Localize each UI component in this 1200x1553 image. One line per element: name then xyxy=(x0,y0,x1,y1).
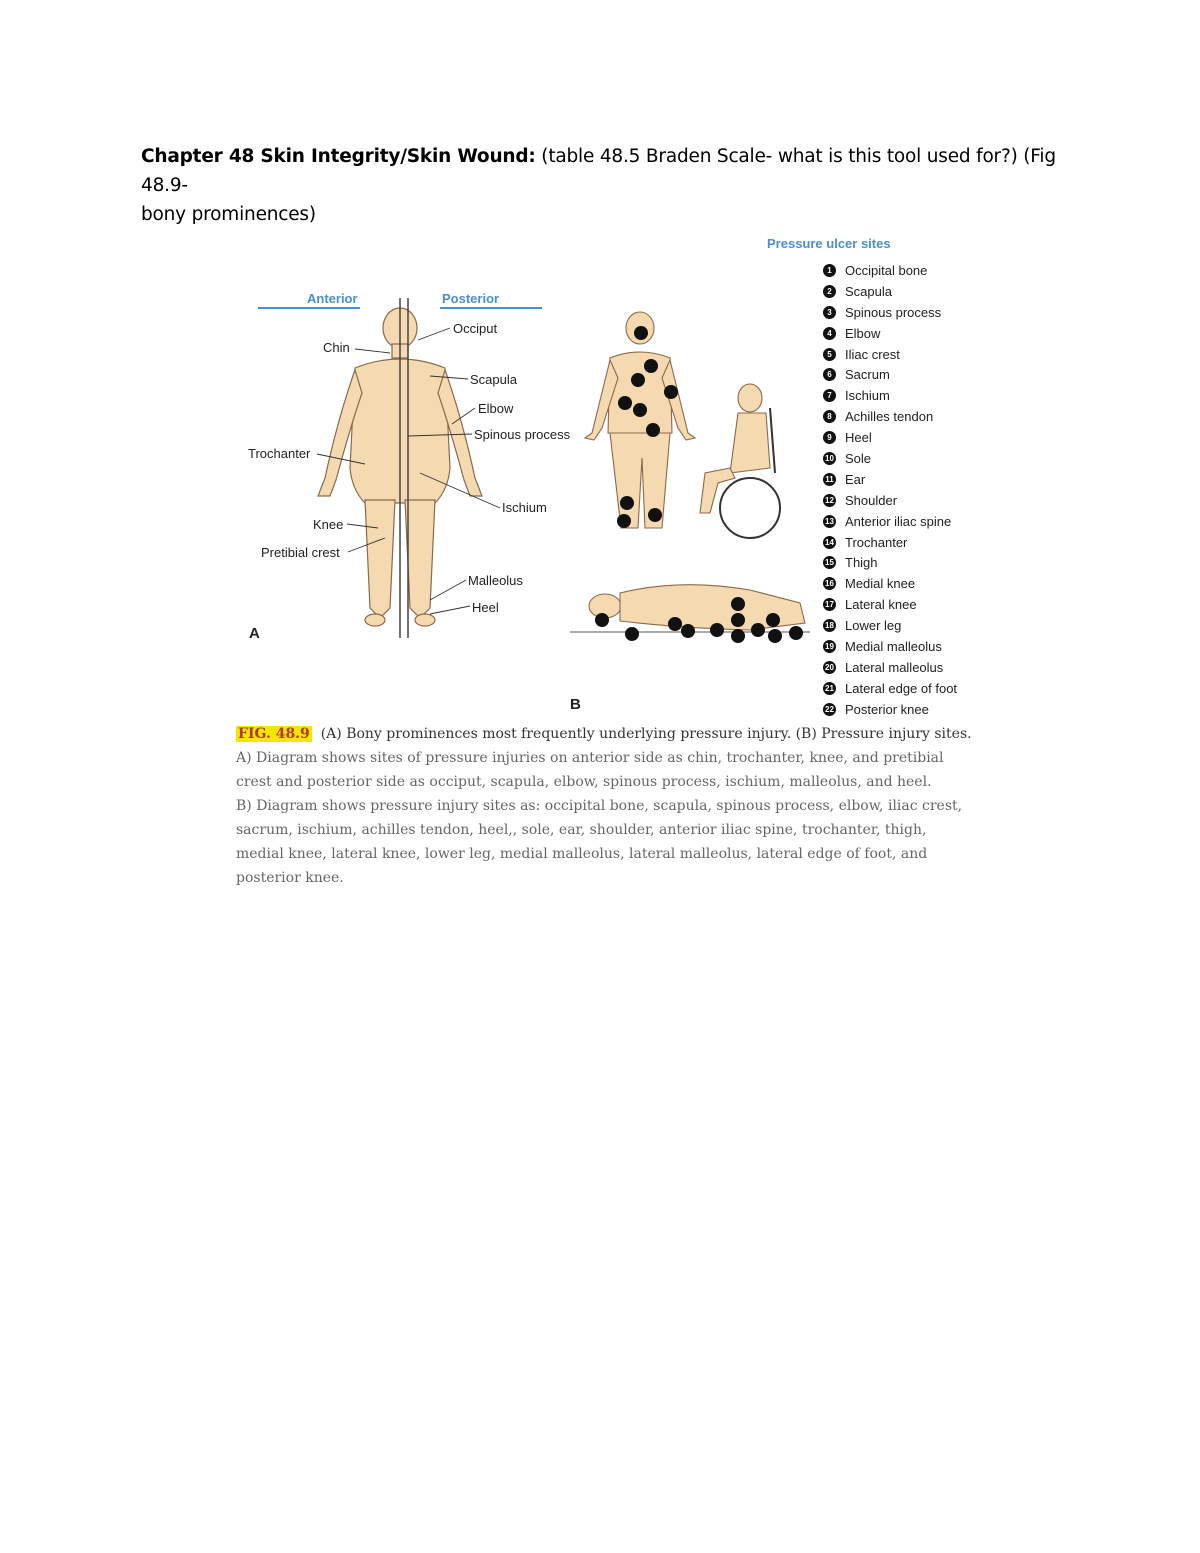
legend-item xyxy=(823,469,957,490)
legend-label: Iliac crest xyxy=(845,346,900,362)
legend-item xyxy=(823,260,957,281)
legend-number: 22 xyxy=(823,703,836,716)
legend-item xyxy=(823,678,957,699)
legend-item xyxy=(823,573,957,594)
marker-4 xyxy=(664,385,678,399)
label-occiput: Occiput xyxy=(453,321,498,336)
label-ischium: Ischium xyxy=(502,500,547,515)
legend-item xyxy=(823,699,957,720)
legend-number: 8 xyxy=(823,410,836,423)
label-malleolus: Malleolus xyxy=(468,573,523,588)
heading-rest: (table 48.5 Braden Scale- what is this tool used for?) (Fig 48.9- xyxy=(141,146,1056,196)
marker-8 xyxy=(620,496,634,510)
label-scapula: Scapula xyxy=(470,372,517,387)
marker-16 xyxy=(731,613,745,627)
page-heading xyxy=(141,142,1061,229)
legend-item xyxy=(823,594,957,615)
marker-14 xyxy=(681,624,695,638)
label-pretibial-crest: Pretibial crest xyxy=(261,545,340,560)
legend-label: Lateral malleolus xyxy=(845,659,944,675)
legend-item xyxy=(823,385,957,406)
caption-summary: (A) Bony prominences most frequently underlying pressure injury. (B) Pressure injury sites. xyxy=(320,726,972,742)
marker-2 xyxy=(644,359,658,373)
legend-item xyxy=(823,511,957,532)
legend-label: Ear xyxy=(845,471,866,487)
legend-item xyxy=(823,302,957,323)
label-knee: Knee xyxy=(313,517,344,532)
fig-label: FIG. 48.9 xyxy=(238,726,310,742)
legend-label: Lateral edge of foot xyxy=(845,680,958,696)
legend-number: 20 xyxy=(823,661,836,674)
legend-label: Posterior knee xyxy=(845,701,929,717)
legend-number: 15 xyxy=(823,556,836,569)
marker-19 xyxy=(766,613,780,627)
legend-label: Occipital bone xyxy=(845,262,928,278)
legend-number: 13 xyxy=(823,515,836,528)
pressure-ulcer-sites-title: Pressure ulcer sites xyxy=(767,236,891,251)
marker-11 xyxy=(595,613,609,627)
legend-label: Medial knee xyxy=(845,576,916,592)
marker-3 xyxy=(631,373,645,387)
figure-48-9 xyxy=(230,228,980,718)
legend-number: 17 xyxy=(823,598,836,611)
legend-item xyxy=(823,406,957,427)
marker-15 xyxy=(710,623,724,637)
panel-b-letter: B xyxy=(570,696,581,713)
legend-number: 10 xyxy=(823,452,836,465)
label-trochanter: Trochanter xyxy=(248,446,311,461)
legend-label: Thigh xyxy=(845,555,878,571)
legend-label: Shoulder xyxy=(845,492,898,508)
legend-item xyxy=(823,615,957,636)
marker-13 xyxy=(668,617,682,631)
marker-1 xyxy=(634,326,648,340)
label-elbow: Elbow xyxy=(478,401,514,416)
legend-number: 4 xyxy=(823,327,836,340)
legend-item xyxy=(823,636,957,657)
panel-a-letter: A xyxy=(249,625,260,642)
marker-7 xyxy=(646,423,660,437)
marker-21 xyxy=(789,626,803,640)
legend-number: 12 xyxy=(823,494,836,507)
legend-number: 7 xyxy=(823,389,836,402)
heading-line2: bony prominences) xyxy=(141,204,316,225)
heading-bold: Chapter 48 Skin Integrity/Skin Wound: xyxy=(141,146,536,167)
label-spinous-process: Spinous process xyxy=(474,427,571,442)
label-heel: Heel xyxy=(472,600,499,615)
marker-20 xyxy=(768,629,782,643)
legend-label: Sacrum xyxy=(845,367,890,383)
marker-12 xyxy=(625,627,639,641)
legend-item xyxy=(823,344,957,365)
legend-label: Lower leg xyxy=(845,618,902,634)
legend-number: 11 xyxy=(823,473,836,486)
legend-label: Elbow xyxy=(845,325,881,341)
legend-number: 16 xyxy=(823,577,836,590)
legend-label: Achilles tendon xyxy=(845,409,934,425)
legend-label: Medial malleolus xyxy=(845,638,942,654)
marker-5 xyxy=(618,396,632,410)
caption-b-text: B) Diagram shows pressure injury sites as: occipital bone, scapula, spinous process, elbow, iliac crest, sacrum, ischium, achilles tendon, heel,, sole, ear, shoulder, anterior iliac spine, trochanter, thigh, medial knee, lateral knee, lower leg, medial malleolus, lateral malleolus, lateral edge of foot, and posterior knee. xyxy=(236,798,963,886)
legend-label: Heel xyxy=(845,430,872,446)
legend-item xyxy=(823,552,957,573)
legend-item xyxy=(823,427,957,448)
legend-item xyxy=(823,657,957,678)
sites-legend xyxy=(823,260,957,720)
legend-label: Trochanter xyxy=(845,534,908,550)
marker-9 xyxy=(648,508,662,522)
legend-number: 6 xyxy=(823,368,836,381)
legend-number: 1 xyxy=(823,264,836,277)
legend-number: 9 xyxy=(823,431,836,444)
legend-label: Sole xyxy=(845,450,872,466)
legend-item xyxy=(823,532,957,553)
legend-number: 3 xyxy=(823,306,836,319)
seated-figure xyxy=(700,384,770,513)
marker-18 xyxy=(751,623,765,637)
legend-label: Ischium xyxy=(845,388,890,404)
legend-item xyxy=(823,364,957,385)
posterior-header: Posterior xyxy=(442,291,500,306)
legend-label: Lateral knee xyxy=(845,597,917,613)
marker-17 xyxy=(731,629,745,643)
legend-number: 5 xyxy=(823,348,836,361)
caption-first-line xyxy=(236,722,976,746)
back-view-figure xyxy=(585,312,695,528)
legend-number: 2 xyxy=(823,285,836,298)
legend-item xyxy=(823,281,957,302)
legend-label: Anterior iliac spine xyxy=(845,513,952,529)
legend-item xyxy=(823,448,957,469)
marker-22 xyxy=(731,597,745,611)
legend-label: Spinous process xyxy=(845,304,942,320)
legend-label: Scapula xyxy=(845,283,892,299)
legend-number: 18 xyxy=(823,619,836,632)
legend-number: 19 xyxy=(823,640,836,653)
figure-caption xyxy=(236,722,976,890)
marker-6 xyxy=(633,403,647,417)
legend-number: 14 xyxy=(823,536,836,549)
legend-item xyxy=(823,490,957,511)
label-chin: Chin xyxy=(323,340,350,355)
caption-a-text: A) Diagram shows sites of pressure injuries on anterior side as chin, trochanter, knee, and pretibial crest and posterior side as occiput, scapula, elbow, spinous process, ischium, malleolus, and heel. xyxy=(236,750,944,790)
marker-10 xyxy=(617,514,631,528)
legend-number: 21 xyxy=(823,682,836,695)
legend-item xyxy=(823,323,957,344)
anterior-header: Anterior xyxy=(307,291,358,306)
